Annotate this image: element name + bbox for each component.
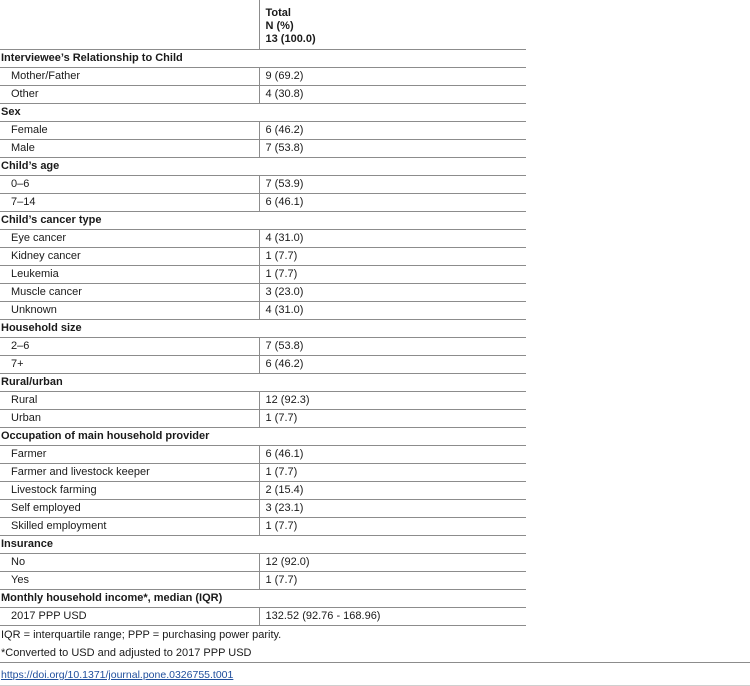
section-title-empty-cell	[259, 536, 526, 554]
section-title: Interviewee’s Relationship to Child	[0, 50, 259, 68]
row-value: 2 (15.4)	[259, 482, 526, 500]
table-row	[0, 194, 526, 212]
row-value: 132.52 (92.76 - 168.96)	[259, 608, 526, 626]
row-label: Male	[0, 140, 259, 158]
table-header-row	[0, 0, 526, 50]
table-row	[0, 356, 526, 374]
section-header-row	[0, 320, 526, 338]
section-title: Insurance	[0, 536, 259, 554]
row-value: 6 (46.1)	[259, 446, 526, 464]
row-value: 7 (53.8)	[259, 140, 526, 158]
table-row	[0, 500, 526, 518]
row-label: Unknown	[0, 302, 259, 320]
section-title: Child’s age	[0, 158, 259, 176]
row-value: 9 (69.2)	[259, 68, 526, 86]
section-title: Rural/urban	[0, 374, 259, 392]
table-row	[0, 302, 526, 320]
row-value: 4 (31.0)	[259, 302, 526, 320]
row-label: Urban	[0, 410, 259, 428]
table-row	[0, 572, 526, 590]
row-label: Other	[0, 86, 259, 104]
row-value: 1 (7.7)	[259, 266, 526, 284]
row-label: 7+	[0, 356, 259, 374]
table-row	[0, 230, 526, 248]
row-value: 3 (23.0)	[259, 284, 526, 302]
section-header-row	[0, 428, 526, 446]
row-value: 6 (46.2)	[259, 356, 526, 374]
section-title: Household size	[0, 320, 259, 338]
section-title-empty-cell	[259, 374, 526, 392]
table-row	[0, 284, 526, 302]
table-row	[0, 68, 526, 86]
row-label: Mother/Father	[0, 68, 259, 86]
row-label: Eye cancer	[0, 230, 259, 248]
doi-line	[0, 669, 750, 683]
table-row	[0, 482, 526, 500]
footnote-abbreviations: IQR = interquartile range; PPP = purchasing power parity.	[1, 629, 282, 641]
section-header-row	[0, 536, 526, 554]
row-value: 1 (7.7)	[259, 464, 526, 482]
table-row	[0, 446, 526, 464]
section-title: Occupation of main household provider	[0, 428, 259, 446]
row-value: 3 (23.1)	[259, 500, 526, 518]
header-total-label: Total	[265, 7, 291, 19]
section-header-row	[0, 158, 526, 176]
row-value: 1 (7.7)	[259, 518, 526, 536]
section-title-empty-cell	[259, 158, 526, 176]
table-row	[0, 248, 526, 266]
table-footnotes	[0, 626, 750, 686]
table-row	[0, 176, 526, 194]
header-total-count: 13 (100.0)	[265, 33, 316, 45]
row-label: 2–6	[0, 338, 259, 356]
row-label: 2017 PPP USD	[0, 608, 259, 626]
section-title-empty-cell	[259, 212, 526, 230]
row-value: 6 (46.1)	[259, 194, 526, 212]
row-value: 12 (92.0)	[259, 554, 526, 572]
section-header-row	[0, 104, 526, 122]
section-title: Monthly household income*, median (IQR)	[0, 590, 259, 608]
row-value: 1 (7.7)	[259, 248, 526, 266]
section-title: Sex	[0, 104, 259, 122]
row-label: Kidney cancer	[0, 248, 259, 266]
table-row	[0, 338, 526, 356]
section-title-empty-cell	[259, 320, 526, 338]
section-title-empty-cell	[259, 50, 526, 68]
row-label: Skilled employment	[0, 518, 259, 536]
row-value: 12 (92.3)	[259, 392, 526, 410]
section-title-empty-cell	[259, 590, 526, 608]
row-value: 7 (53.8)	[259, 338, 526, 356]
footnote-conversion: *Converted to USD and adjusted to 2017 PPP USD	[0, 644, 750, 663]
section-header-row	[0, 590, 526, 608]
row-label: Leukemia	[0, 266, 259, 284]
row-label: Self employed	[0, 500, 259, 518]
header-n-percent-label: N (%)	[265, 20, 294, 32]
row-label: Female	[0, 122, 259, 140]
row-label: Yes	[0, 572, 259, 590]
table-row	[0, 518, 526, 536]
section-header-row	[0, 374, 526, 392]
table-row	[0, 122, 526, 140]
doi-link[interactable]: https://doi.org/10.1371/journal.pone.0326755.t001	[1, 669, 234, 681]
table-row	[0, 392, 526, 410]
row-value: 4 (31.0)	[259, 230, 526, 248]
table-row	[0, 554, 526, 572]
row-label: 7–14	[0, 194, 259, 212]
row-label: Rural	[0, 392, 259, 410]
row-value: 4 (30.8)	[259, 86, 526, 104]
table-row	[0, 464, 526, 482]
section-header-row	[0, 50, 526, 68]
row-value: 7 (53.9)	[259, 176, 526, 194]
table-row	[0, 608, 526, 626]
row-value: 1 (7.7)	[259, 572, 526, 590]
row-label: 0–6	[0, 176, 259, 194]
table-row	[0, 410, 526, 428]
row-label: No	[0, 554, 259, 572]
header-total-cell	[259, 0, 526, 50]
section-header-row	[0, 212, 526, 230]
row-value: 6 (46.2)	[259, 122, 526, 140]
row-label: Livestock farming	[0, 482, 259, 500]
row-label: Muscle cancer	[0, 284, 259, 302]
table-row	[0, 266, 526, 284]
row-value: 1 (7.7)	[259, 410, 526, 428]
header-empty-cell	[0, 0, 259, 50]
row-label: Farmer	[0, 446, 259, 464]
section-title-empty-cell	[259, 428, 526, 446]
table-row	[0, 86, 526, 104]
section-title-empty-cell	[259, 104, 526, 122]
row-label: Farmer and livestock keeper	[0, 464, 259, 482]
table-row	[0, 140, 526, 158]
section-title: Child’s cancer type	[0, 212, 259, 230]
